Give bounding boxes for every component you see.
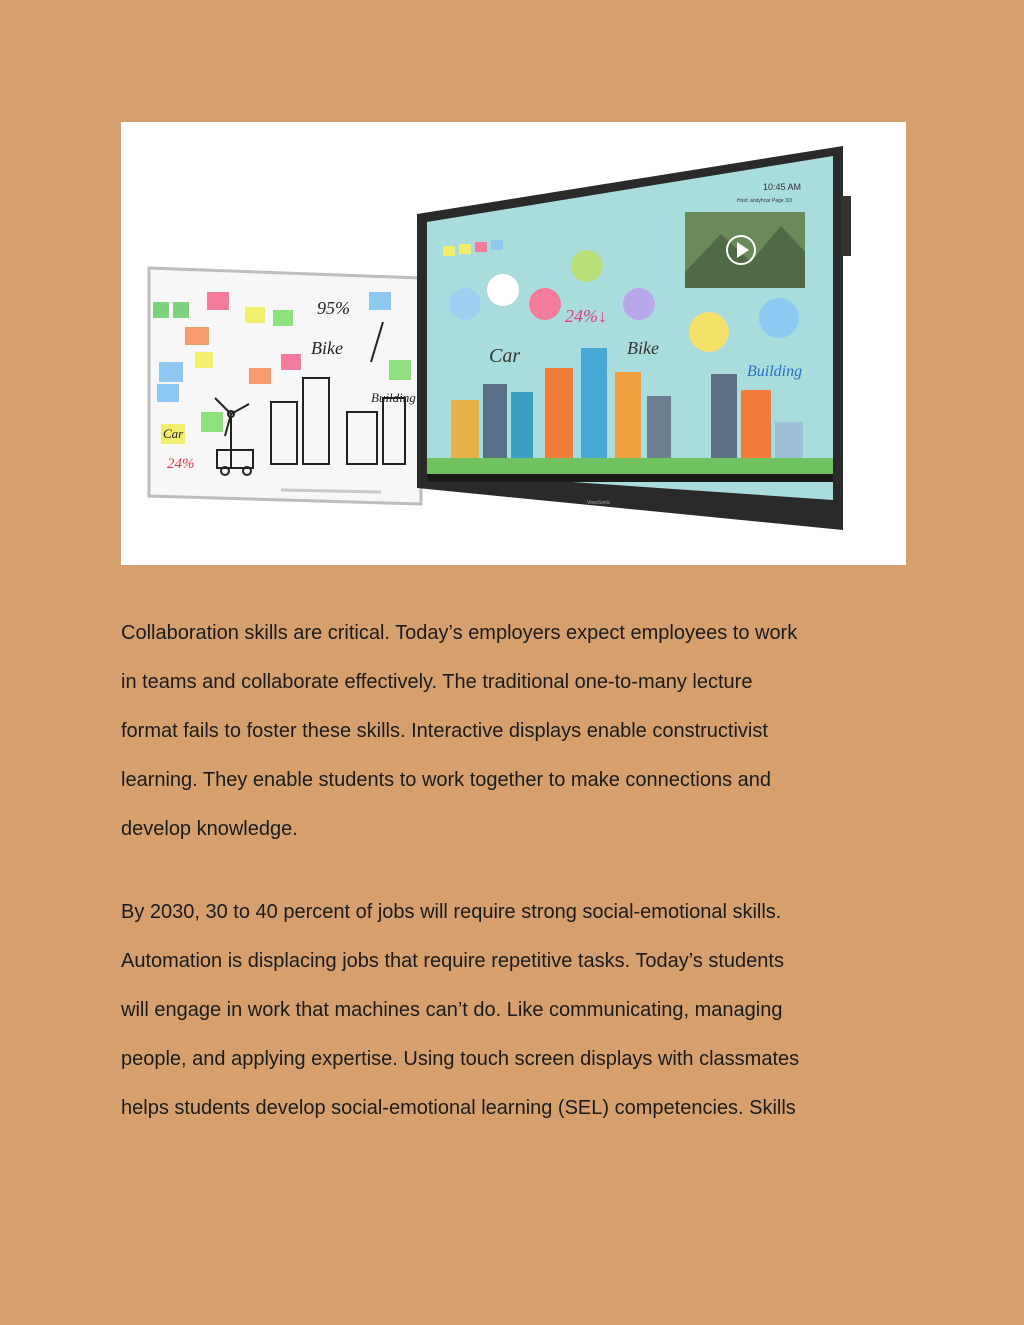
whiteboard-car-note: Car	[163, 426, 184, 441]
text-line: helps students develop social-emotional learning (SEL) competencies. Skills	[121, 1097, 796, 1119]
text-line: Collaboration skills are critical. Today’s employers expect employees to work	[121, 622, 798, 644]
screen-car-label: Car	[489, 345, 521, 367]
display-brand: ViewSonic	[587, 500, 611, 506]
paragraph-social-emotional	[121, 888, 911, 1133]
interactive-display-illustration	[121, 122, 906, 565]
sun-icon	[689, 312, 729, 352]
leaf-icon	[571, 250, 603, 282]
text-line: develop knowledge.	[121, 818, 298, 840]
water-drop-icon	[759, 298, 799, 338]
text-line: Automation is displacing jobs that require repetitive tasks. Today’s students	[121, 950, 784, 972]
screen-percent-label: 24%↓	[565, 306, 607, 326]
whiteboard-95-note: 95%	[317, 298, 350, 318]
text-line: in teams and collaborate effectively. The traditional one-to-many lecture	[121, 671, 753, 693]
car-icon	[487, 274, 519, 306]
text-line: people, and applying expertise. Using touch screen displays with classmates	[121, 1048, 800, 1070]
screen-building-label: Building	[747, 363, 803, 380]
turbine-icon	[449, 288, 481, 320]
text-line: learning. They enable students to work together to make connections and	[121, 769, 772, 791]
whiteboard-bike-note: Bike	[311, 338, 343, 358]
hero-image	[121, 122, 906, 565]
text-line: will engage in work that machines can’t do. Like communicating, managing	[121, 999, 783, 1021]
whiteboard-building-note: Building	[371, 390, 416, 405]
screen-bike-label: Bike	[627, 338, 659, 358]
whiteboard-24-note: 24%	[167, 456, 195, 472]
bike-icon	[623, 288, 655, 320]
screen-time: 10:45 AM	[763, 182, 802, 192]
text-line: format fails to foster these skills. Interactive displays enable constructivist	[121, 720, 768, 742]
paragraph-collaboration	[121, 609, 911, 854]
co2-icon	[529, 288, 561, 320]
text-line: By 2030, 30 to 40 percent of jobs will require strong social-emotional skills.	[121, 901, 782, 923]
screen-host: Host: andyhcar Page 3/3	[737, 198, 793, 204]
whiteboard	[149, 268, 421, 504]
interactive-display	[417, 146, 851, 530]
